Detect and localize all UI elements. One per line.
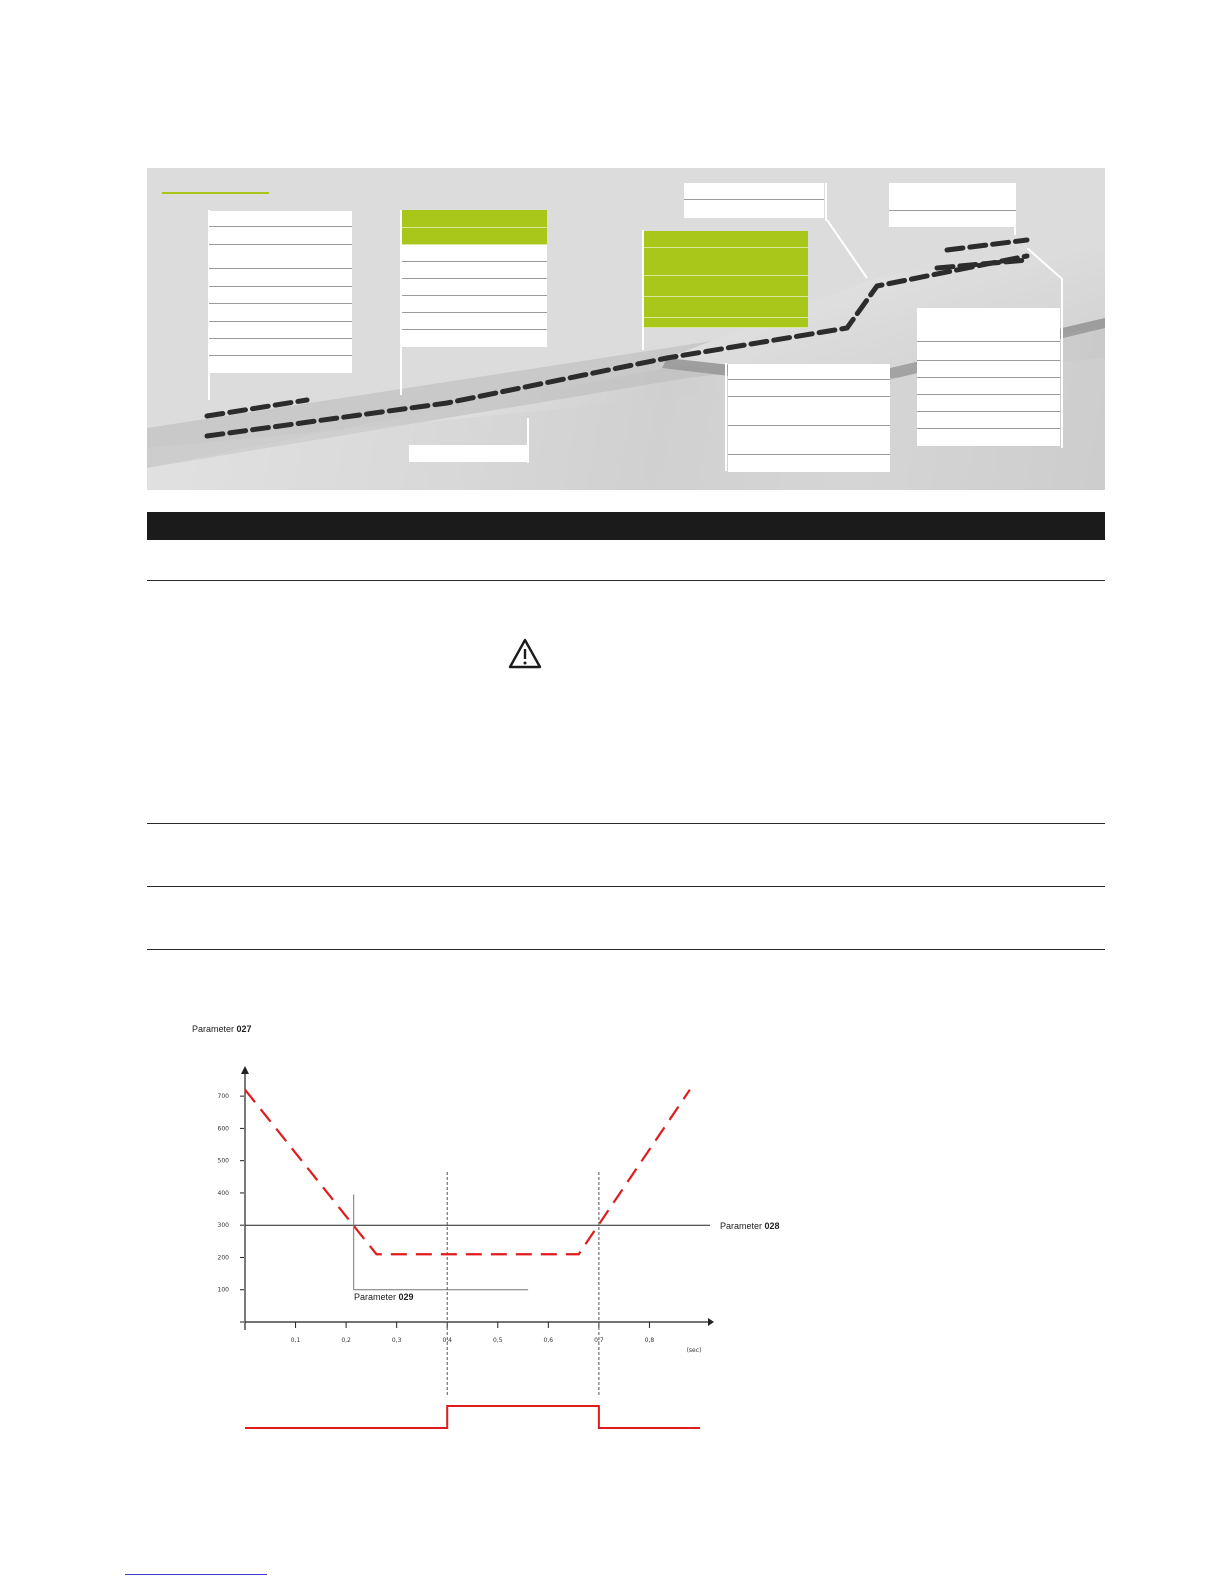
callout-box-a xyxy=(209,211,352,373)
x-unit-label: (sec) xyxy=(686,1347,702,1354)
y-tick-label: 600 xyxy=(217,1125,229,1133)
x-tick-label: 0,4 xyxy=(442,1337,452,1344)
callout-box-b xyxy=(402,210,547,347)
section-header-bar xyxy=(147,512,1105,540)
param29-bracket xyxy=(354,1195,528,1290)
x-tick-label: 0,7 xyxy=(594,1337,604,1344)
y-tick-label: 400 xyxy=(217,1189,229,1197)
x-tick-label: 0,1 xyxy=(290,1337,301,1344)
divider xyxy=(147,580,1105,581)
x-axis-arrow xyxy=(708,1318,714,1326)
hero-image xyxy=(147,168,1105,490)
y-tick-label: 100 xyxy=(217,1286,229,1294)
param29-label: Parameter 029 xyxy=(354,1292,414,1302)
callout-box-e xyxy=(889,183,1016,227)
x-tick-label: 0,8 xyxy=(644,1337,655,1344)
series-line xyxy=(245,1090,690,1255)
pulse-signal xyxy=(245,1406,700,1428)
divider xyxy=(147,823,1105,824)
param28-label: Parameter 028 xyxy=(720,1221,780,1231)
footer-link-underline[interactable] xyxy=(125,1574,267,1575)
callout-box-h xyxy=(409,445,527,462)
callout-diagonal xyxy=(827,218,887,288)
x-tick-label: 0,3 xyxy=(391,1337,402,1344)
x-tick-label: 0,5 xyxy=(493,1337,503,1344)
warning-triangle-icon xyxy=(508,638,542,670)
x-tick-label: 0,2 xyxy=(341,1337,351,1344)
y-tick-label: 200 xyxy=(217,1254,229,1262)
callout-line xyxy=(527,418,529,463)
callout-box-g xyxy=(728,364,890,472)
y-tick-label: 500 xyxy=(217,1157,229,1165)
y-tick-label: 700 xyxy=(217,1093,229,1101)
param27-label: Parameter 027 xyxy=(192,1024,252,1034)
parameter-chart xyxy=(200,1060,740,1480)
callout-box-f xyxy=(917,308,1060,446)
y-axis-arrow xyxy=(241,1066,249,1074)
y-tick-label: 300 xyxy=(217,1222,229,1230)
callout-box-c xyxy=(644,231,808,328)
callout-line xyxy=(1061,278,1063,448)
callout-box-d xyxy=(684,183,824,218)
divider xyxy=(147,886,1105,887)
callout-line xyxy=(825,183,827,221)
divider xyxy=(147,949,1105,950)
callout-diagonal xyxy=(1027,248,1067,288)
callout-line xyxy=(725,363,727,471)
x-tick-label: 0,6 xyxy=(543,1337,554,1344)
